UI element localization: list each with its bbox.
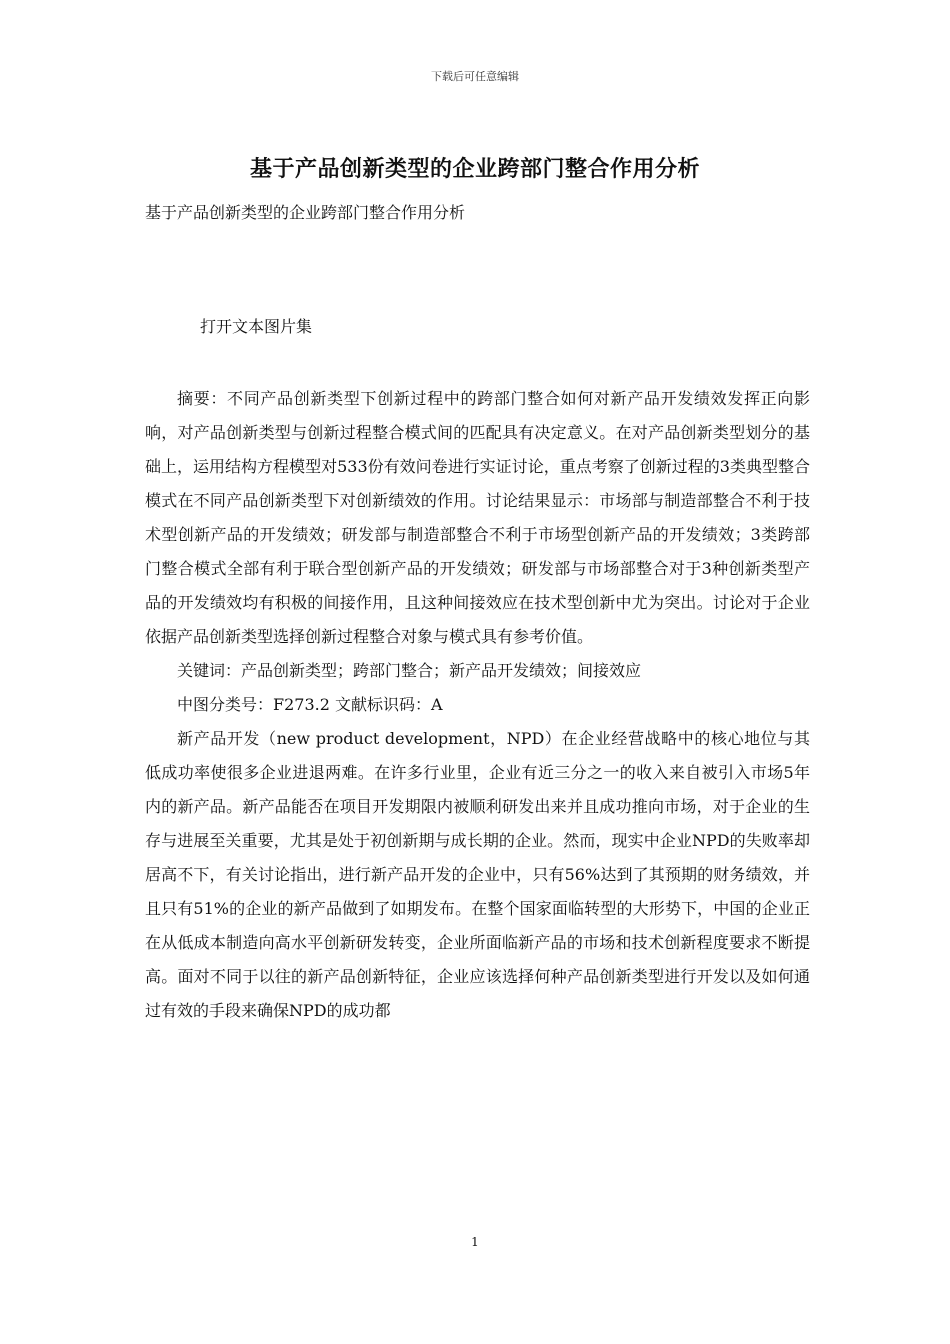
header-note: 下载后可任意编辑 [431,70,519,83]
document-title: 基于产品创新类型的企业跨部门整合作用分析 [249,156,700,182]
abstract-paragraph: 摘要：不同产品创新类型下创新过程中的跨部门整合如何对新产品开发绩效发挥正向影响，对产品创新类型与创新过程整合模式间的匹配具有决定意义。在对产品创新类型划分的基础上，运用结构方程模型对533份有效问卷进行实证讨论，重点考察了创新过程的3类典型整合模式在不同产品创新类型下对创新绩效的作用。讨论结果显示：市场部与制造部整合不利于技术型创新产品的开发绩效；研发部与制造部整合不利于市场型创新产品的开发绩效；3类跨部门整合模式全部有利于联合型创新产品的开发绩效；研发部与市场部整合对于3种创新类型产品的开发绩效均有积极的间接作用，且这种间接效应在技术型创新中尤为突出。讨论对于企业依据产品创新类型选择创新过程整合对象与模式具有参考价值。 [145,389,810,646]
document-body [145,382,810,1028]
body-paragraph: 新产品开发（new product development，NPD）在企业经营战略中的核心地位与其低成功率使很多企业进退两难。在许多行业里，企业有近三分之一的收入来自被引入市场5年内的新产品。新产品能否在项目开发期限内被顺利研发出来并且成功推向市场，对于企业的生存与进展至关重要，尤其是处于初创新期与成长期的企业。然而，现实中企业NPD的失败率却居高不下，有关讨论指出，进行新产品开发的企业中，只有56%达到了其预期的财务绩效，并且只有51%的企业的新产品做到了如期发布。在整个国家面临转型的大形势下，中国的企业正在从低成本制造向高水平创新研发转变，企业所面临新产品的市场和技术创新程度要求不断提高。面对不同于以往的新产品创新特征，企业应该选择何种产品创新类型进行开发以及如何通过有效的手段来确保NPD的成功都 [145,729,810,1020]
page-number: 1 [471,1235,479,1249]
keywords-paragraph: 关键词：产品创新类型；跨部门整合；新产品开发绩效；间接效应 [177,661,642,680]
open-image-gallery-link[interactable]: 打开文本图片集 [200,317,313,336]
classification-paragraph: 中图分类号：F273.2 文献标识码：A [177,695,443,714]
document-subtitle: 基于产品创新类型的企业跨部门整合作用分析 [145,203,466,222]
